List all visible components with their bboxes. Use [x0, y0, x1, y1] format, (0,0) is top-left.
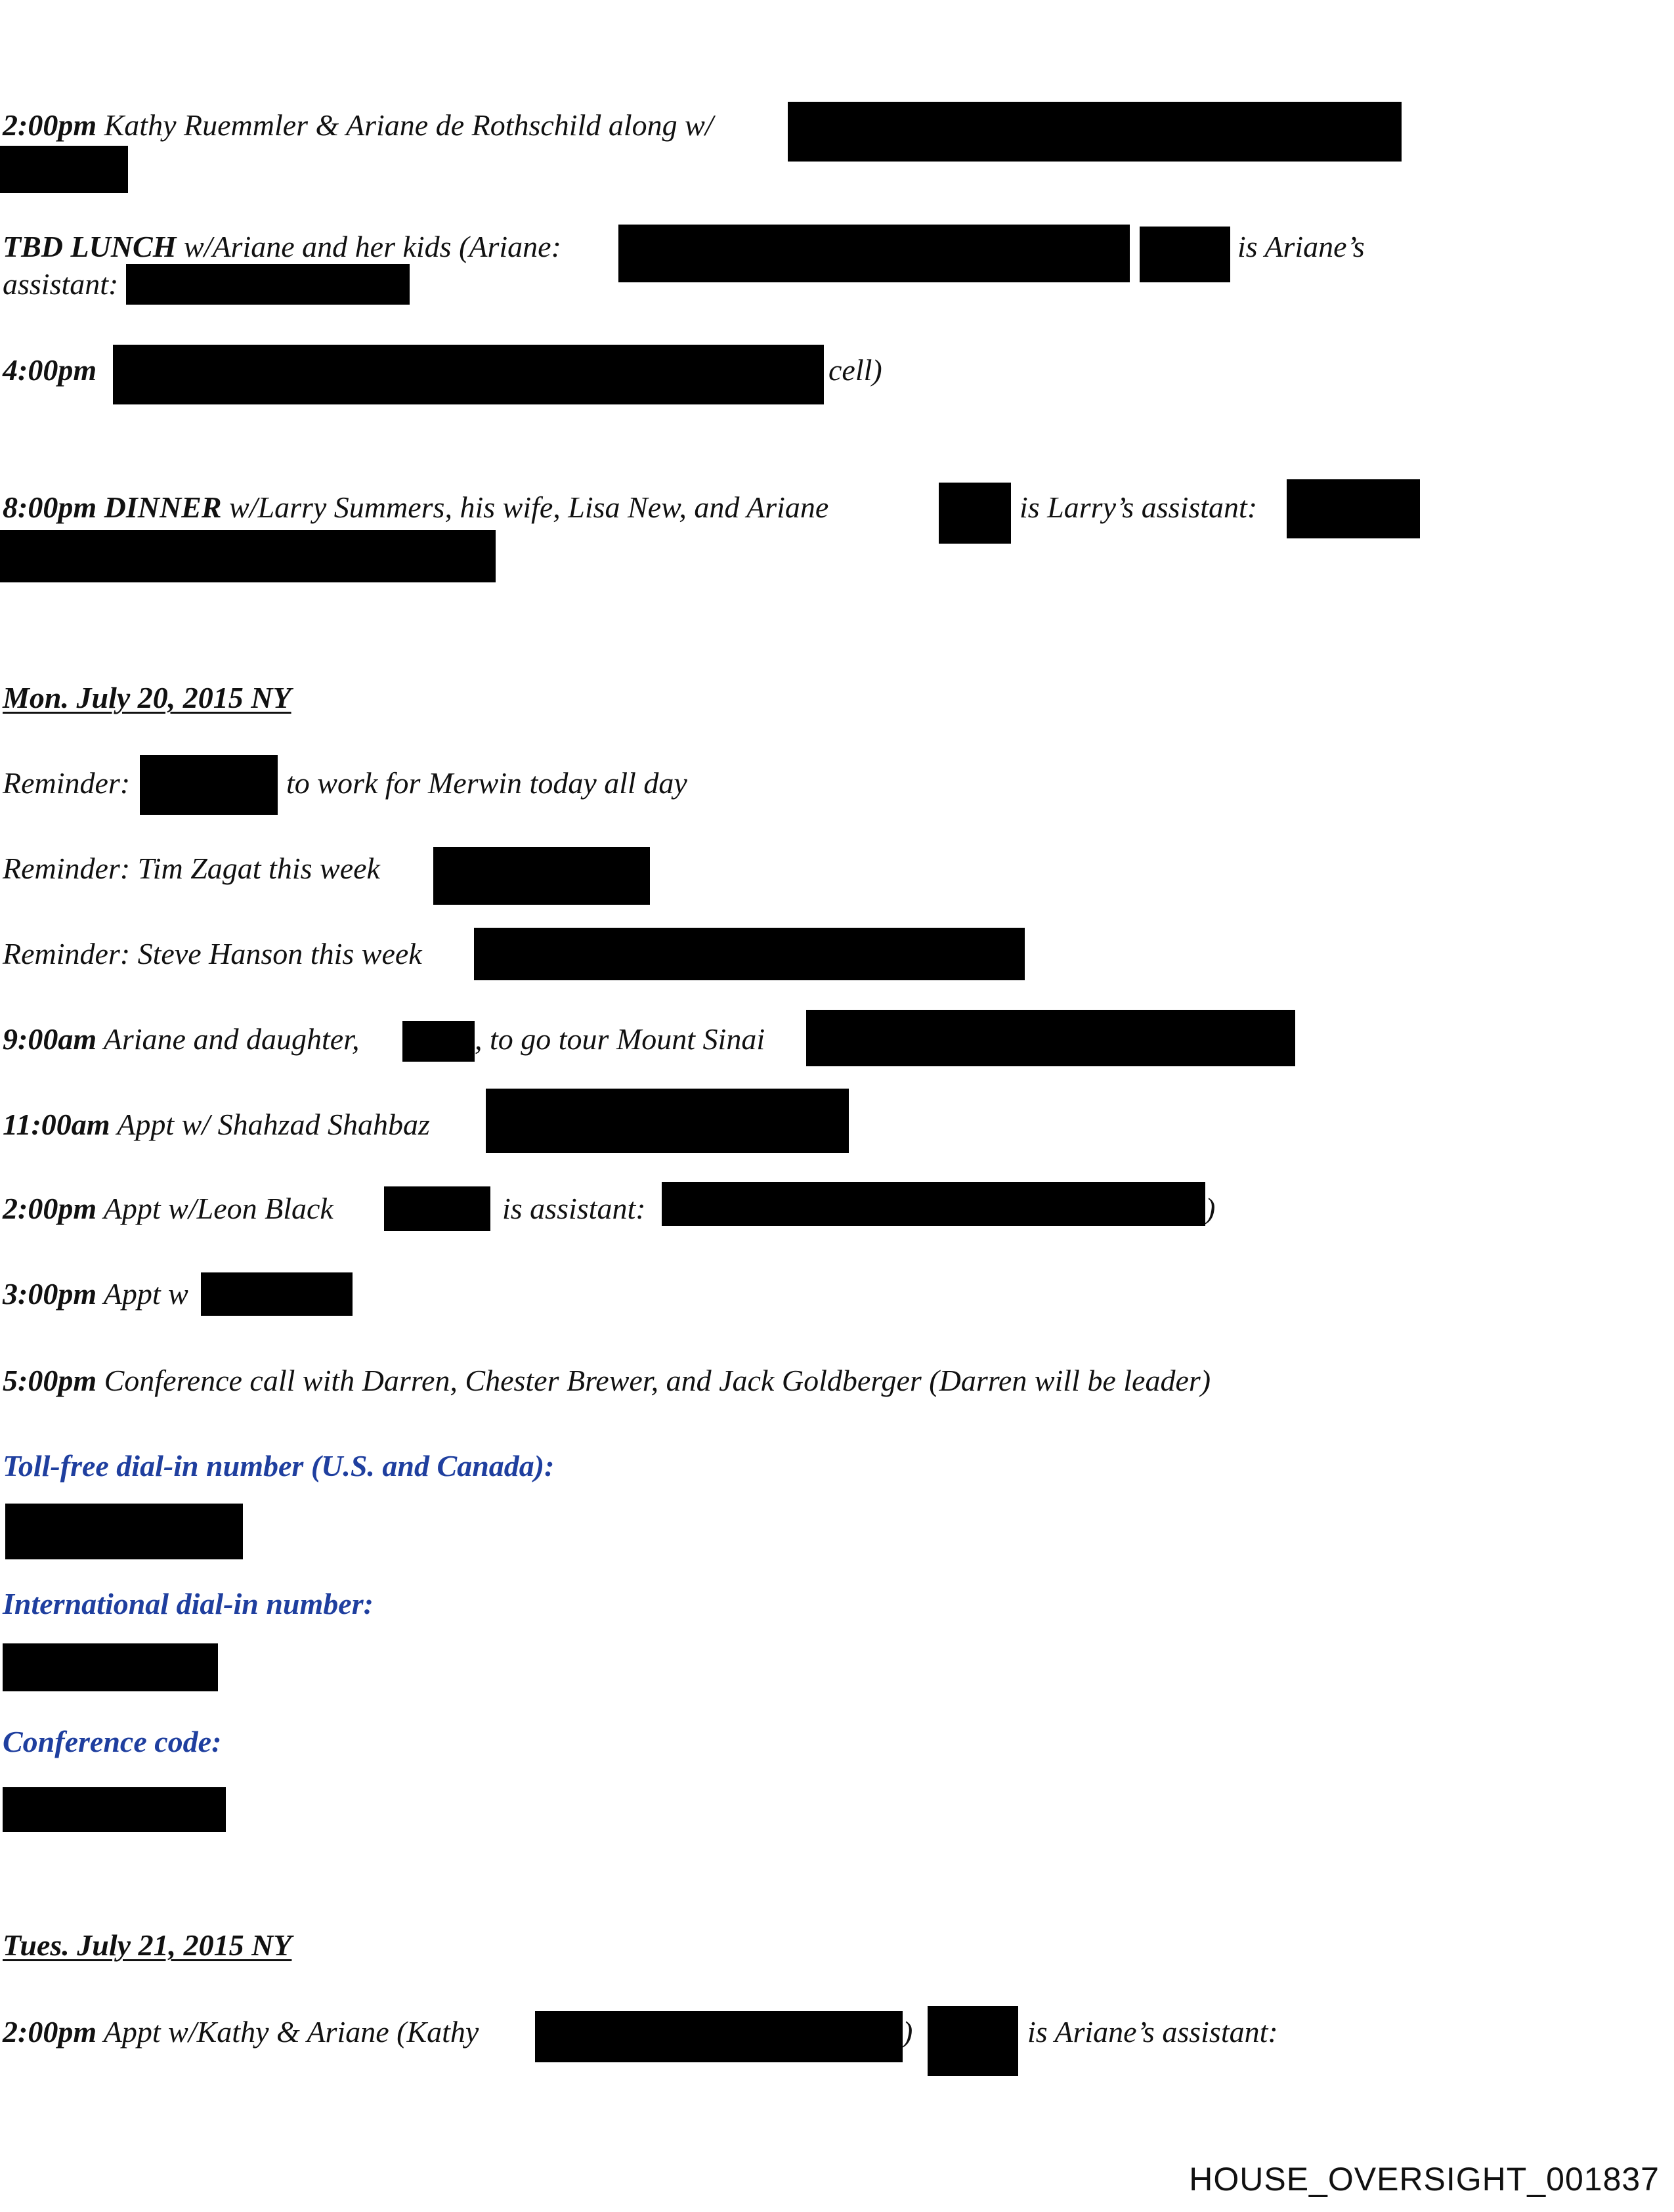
redaction-block [1140, 227, 1230, 282]
conference-code-label: Conference code: [3, 1725, 222, 1758]
entry-text-continued: is Larry’s assistant: [1019, 490, 1258, 524]
tollfree-label: Toll-free dial-in number (U.S. and Canada): [3, 1449, 555, 1483]
entry-text: Ariane and daughter, [103, 1022, 360, 1056]
redaction-block [618, 225, 1130, 282]
redaction-block [126, 264, 410, 305]
redaction-block [433, 847, 650, 905]
entry-time: 11:00am [3, 1108, 110, 1141]
entry-time: 2:00pm [3, 2015, 97, 2049]
redaction-block [0, 146, 128, 193]
entry-leon-black [3, 1194, 333, 1224]
entry-text-continued: ) [903, 2015, 913, 2049]
entry-text: w/Ariane and her kids (Ariane: [184, 230, 561, 263]
entry-text-continued: ) [1205, 1192, 1216, 1225]
redaction-block [788, 102, 1402, 162]
redaction-block [3, 1643, 218, 1691]
entry-3pm [3, 1279, 188, 1309]
reminder-item-continued: to work for Merwin today all day [286, 766, 687, 800]
entry-mount-sinai [3, 1024, 359, 1054]
redaction-block [5, 1504, 243, 1559]
international-label: International dial-in number: [3, 1587, 374, 1620]
reminder-item: Reminder: [3, 766, 131, 800]
entry-dinner [3, 492, 828, 523]
entry-time: 2:00pm [3, 108, 97, 142]
entry-time: 2:00pm [3, 1192, 97, 1225]
entry-time: TBD LUNCH [3, 230, 177, 263]
entry-conference-call [3, 1366, 1211, 1396]
entry-kathy-ariane [3, 110, 714, 141]
entry-tbd-lunch [3, 232, 561, 262]
reminder-item: Reminder: Tim Zagat this week [3, 852, 380, 885]
entry-text-continued: is Ariane’s assistant: [1027, 2015, 1278, 2049]
entry-time: 4:00pm [3, 353, 97, 387]
redaction-block [662, 1182, 1205, 1226]
redaction-block [402, 1021, 475, 1062]
redaction-block [384, 1186, 490, 1231]
entry-4pm [3, 355, 97, 385]
redaction-block [928, 2006, 1018, 2076]
day-heading: Tues. July 21, 2015 NY [3, 1928, 292, 1962]
redaction-block [0, 530, 496, 582]
redaction-block [806, 1010, 1295, 1066]
redaction-block [113, 345, 824, 404]
entry-text-continued: , to go tour Mount Sinai [475, 1022, 765, 1056]
entry-text: cell) [828, 353, 882, 387]
redaction-block [1287, 479, 1420, 538]
day-heading: Mon. July 20, 2015 NY [3, 681, 291, 714]
redaction-block [939, 483, 1011, 544]
bates-number: HOUSE_OVERSIGHT_001837 [1189, 2161, 1660, 2198]
entry-time: 8:00pm DINNER [3, 490, 222, 524]
entry-text: Appt w/Leon Black [103, 1192, 333, 1225]
redaction-block [3, 1787, 226, 1832]
entry-time: 9:00am [3, 1022, 97, 1056]
entry-shahbaz [3, 1110, 430, 1140]
redaction-block [474, 928, 1025, 980]
entry-text: w/Larry Summers, his wife, Lisa New, and Ariane [229, 490, 829, 524]
entry-text-continued: assistant: [3, 267, 119, 301]
redaction-block [140, 755, 278, 815]
redaction-block [201, 1272, 353, 1316]
entry-time: 3:00pm [3, 1277, 97, 1311]
entry-time: 5:00pm [3, 1364, 97, 1397]
redaction-block [486, 1089, 849, 1153]
entry-text-continued: is Ariane’s [1237, 230, 1365, 263]
reminder-item: Reminder: Steve Hanson this week [3, 937, 422, 970]
entry-kathy-ariane-appt [3, 2017, 479, 2047]
entry-text: Kathy Ruemmler & Ariane de Rothschild along w/ [104, 108, 714, 142]
redaction-block [535, 2011, 903, 2062]
entry-text: Appt w/Kathy & Ariane (Kathy [103, 2015, 479, 2049]
entry-text-continued: is assistant: [502, 1192, 646, 1225]
entry-text: Appt w [103, 1277, 188, 1311]
entry-text: Conference call with Darren, Chester Brewer, and Jack Goldberger (Darren will be leader) [104, 1364, 1211, 1397]
entry-text: Appt w/ Shahzad Shahbaz [117, 1108, 430, 1141]
